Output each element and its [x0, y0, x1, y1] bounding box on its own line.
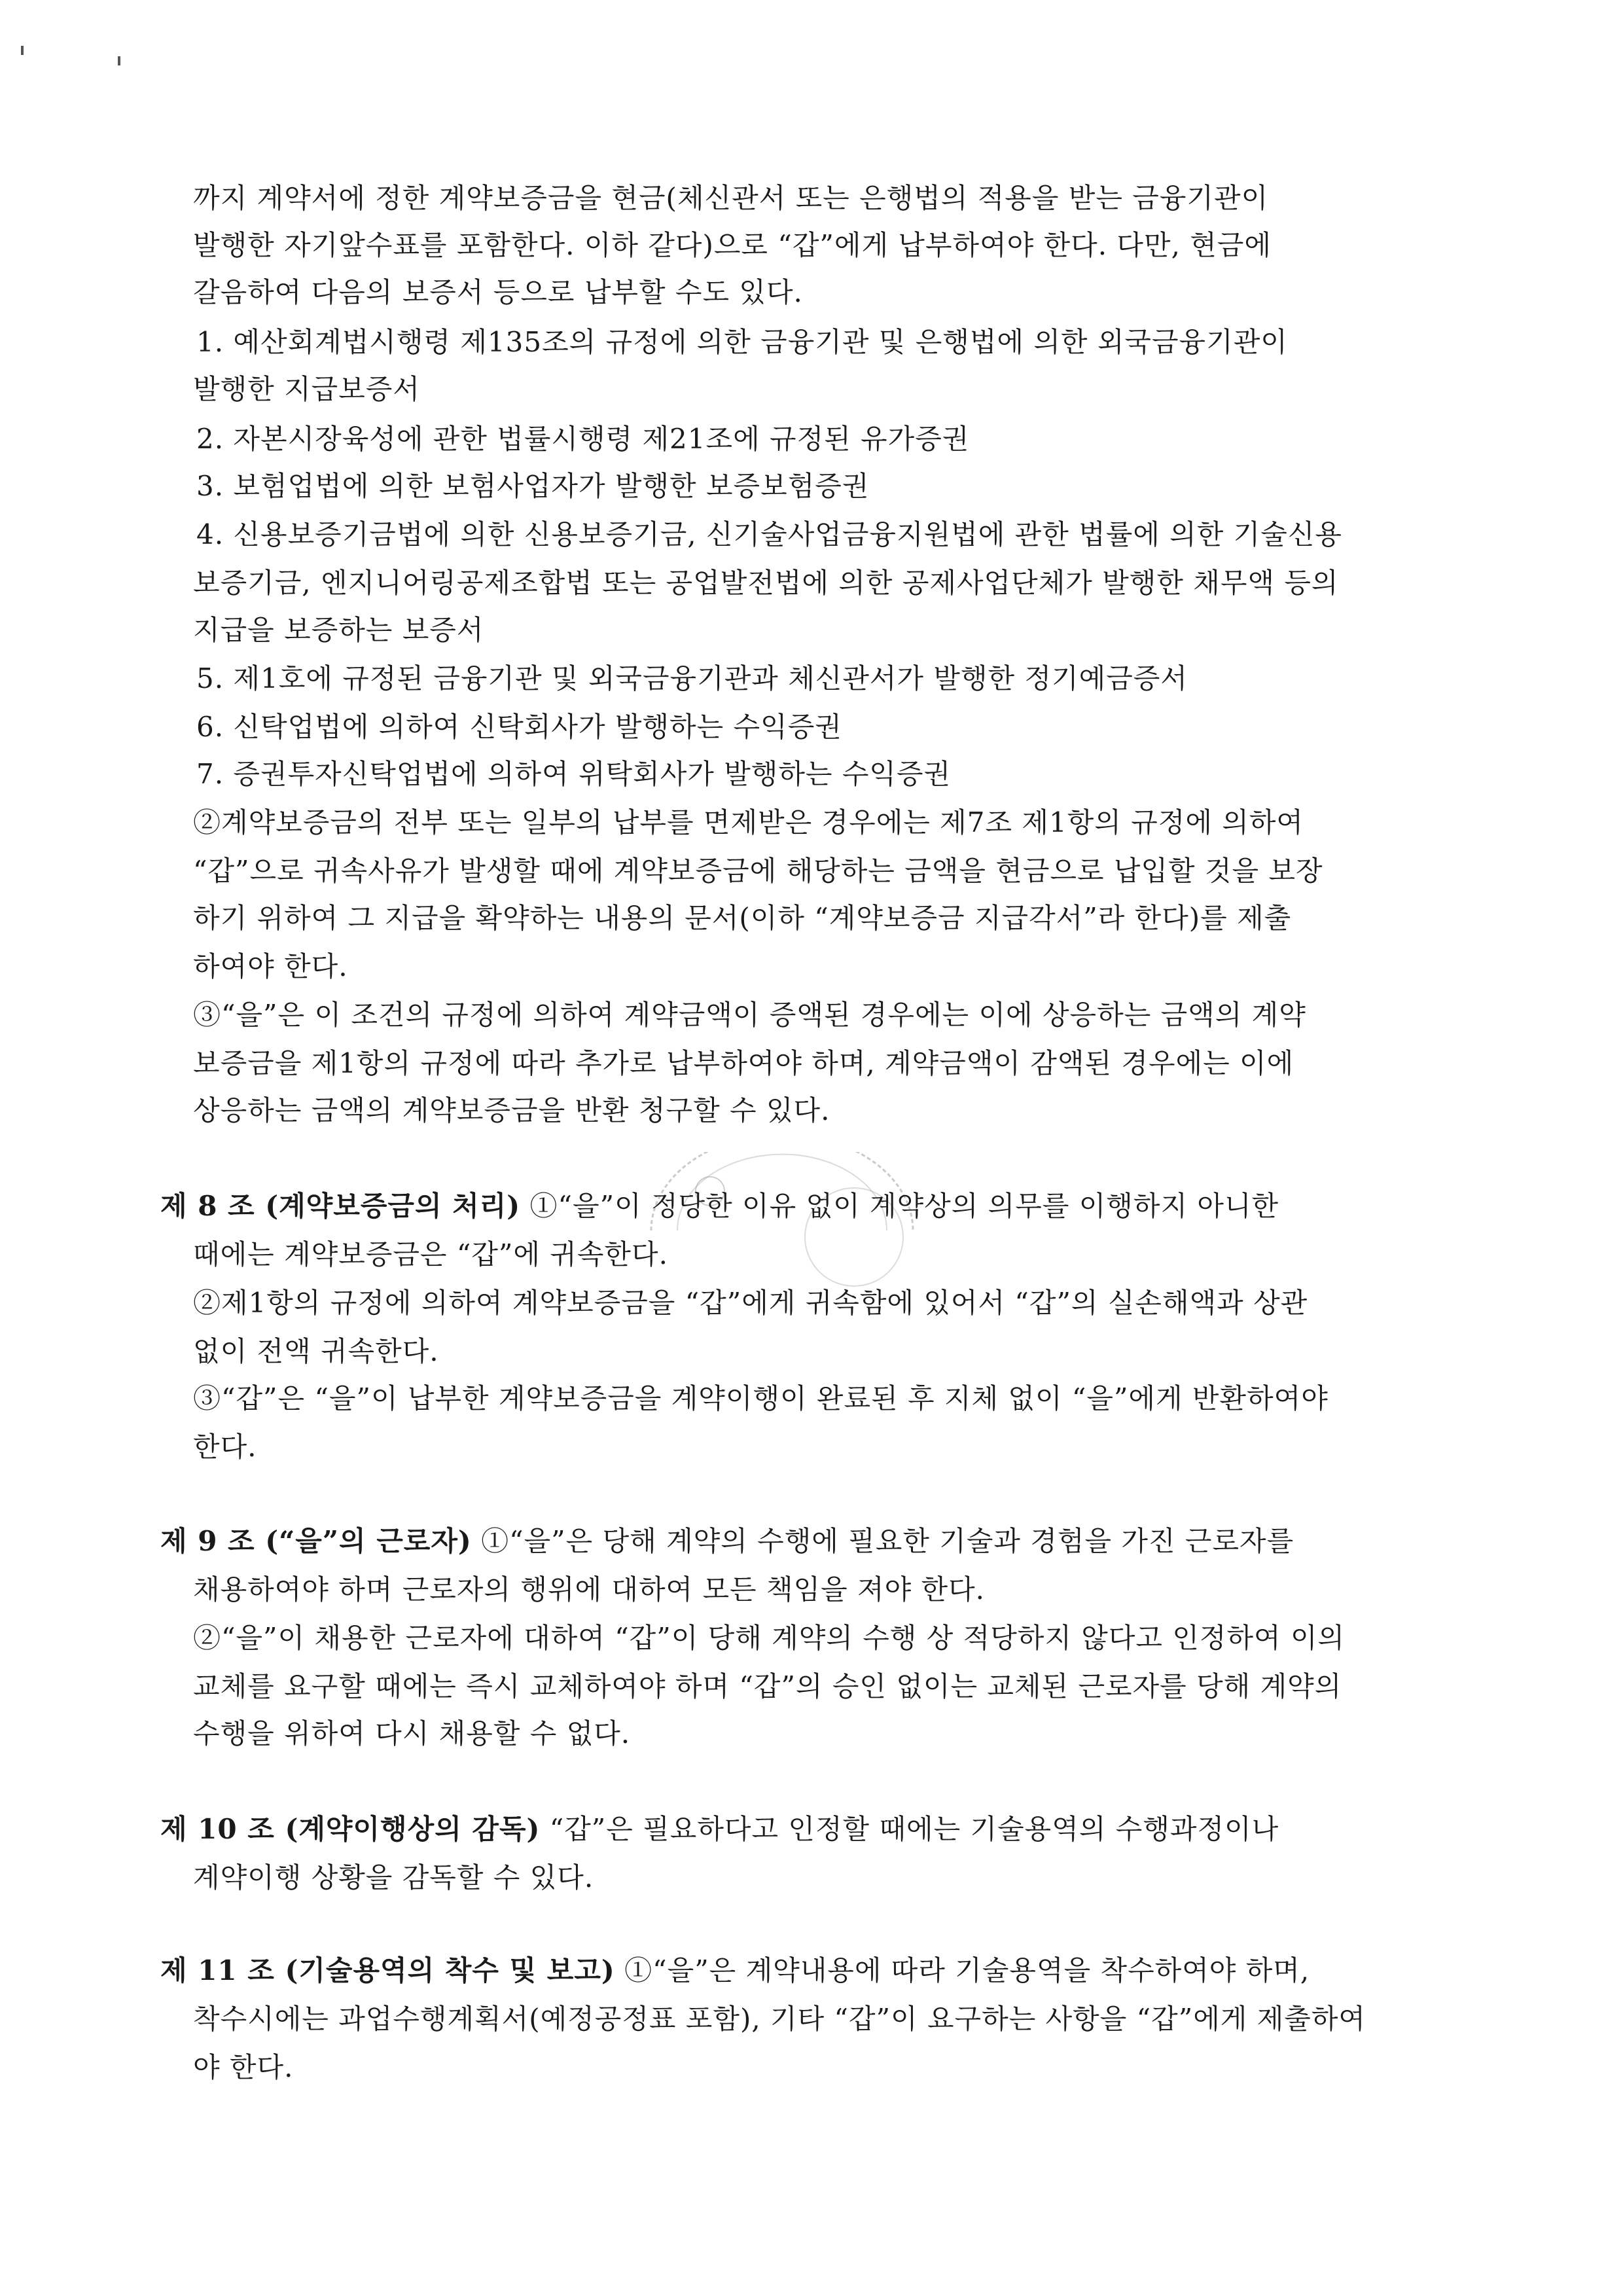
text-line: ③“갑”은 “을”이 납부한 계약보증금을 계약이행이 완료된 후 지체 없이 “을”에게 반환하여야 [193, 1382, 1329, 1414]
article-first-line [160, 1525, 1294, 1558]
text-line: 보증금을 제1항의 규정에 따라 추가로 납부하여야 하며, 계약금액이 감액된 경우에는 이에 [193, 1047, 1294, 1079]
article-heading: 제 8 조 (계약보증금의 처리) [160, 1190, 521, 1222]
text-line: 갈음하여 다음의 보증서 등으로 납부할 수도 있다. [193, 276, 803, 308]
article-heading: 제 10 조 (계약이행상의 감독) [160, 1813, 541, 1845]
text-line: ②“을”이 채용한 근로자에 대하여 “갑”이 당해 계약의 수행 상 적당하지 않다고 인정하여 이의 [193, 1622, 1346, 1654]
list-item-continued: 발행한 지급보증서 [193, 373, 420, 405]
list-item: 7. 증권투자신탁업법에 의하여 위탁회사가 발행하는 수익증권 [196, 758, 952, 790]
text-line: 때에는 계약보증금은 “갑”에 귀속한다. [193, 1238, 668, 1270]
list-item-continued: 지급을 보증하는 보증서 [193, 614, 484, 646]
text-line: 없이 전액 귀속한다. [193, 1335, 439, 1367]
article-text: ①“을”은 당해 계약의 수행에 필요한 기술과 경험을 가진 근로자를 [471, 1525, 1294, 1557]
article-heading: 제 9 조 (“을”의 근로자) [160, 1525, 472, 1557]
list-item: 3. 보험업법에 의한 보험사업자가 발행한 보증보험증권 [196, 470, 870, 502]
text-line: “갑”으로 귀속사유가 발생할 때에 계약보증금에 해당하는 금액을 현금으로 납입할 것을 보장 [193, 855, 1323, 887]
list-item: 2. 자본시장육성에 관한 법률시행령 제21조에 규정된 유가증권 [196, 423, 970, 455]
article-first-line [160, 1954, 1310, 1987]
list-item: 5. 제1호에 규정된 금융기관 및 외국금융기관과 체신관서가 발행한 정기예금증서 [196, 662, 1188, 694]
text-line: 발행한 자기앞수표를 포함한다. 이하 같다)으로 “갑”에게 납부하여야 한다. 다만, 현금에 [193, 229, 1272, 261]
text-line: 수행을 위하여 다시 채용할 수 없다. [193, 1717, 631, 1749]
list-item: 1. 예산회계법시행령 제135조의 규정에 의한 금융기관 및 은행법에 의한 외국금융기관이 [196, 326, 1288, 358]
article-text: “갑”은 필요하다고 인정할 때에는 기술용역의 수행과정이나 [540, 1813, 1279, 1845]
text-line: 채용하여야 하며 근로자의 행위에 대하여 모든 책임을 져야 한다. [193, 1573, 986, 1605]
text-line: ②제1항의 규정에 의하여 계약보증금을 “갑”에게 귀속함에 있어서 “갑”의 실손해액과 상관 [193, 1287, 1308, 1319]
text-line: 까지 계약서에 정한 계약보증금을 현금(체신관서 또는 은행법의 적용을 받는 금융기관이 [193, 182, 1269, 214]
list-item-continued: 보증기금, 엔지니어링공제조합법 또는 공업발전법에 의한 공제사업단체가 발행한 채무액 등의 [193, 567, 1339, 599]
article-text: ①“을”이 정당한 이유 없이 계약상의 의무를 이행하지 아니한 [520, 1190, 1279, 1222]
text-line: 교체를 요구할 때에는 즉시 교체하여야 하며 “갑”의 승인 없이는 교체된 근로자를 당해 계약의 [193, 1670, 1342, 1702]
article-text: ①“을”은 계약내용에 따라 기술용역을 착수하여야 하며, [615, 1954, 1310, 1986]
text-line: ②계약보증금의 전부 또는 일부의 납부를 면제받은 경우에는 제7조 제1항의 규정에 의하여 [193, 806, 1304, 838]
seal-stamp [638, 1152, 926, 1302]
list-item: 6. 신탁업법에 의하여 신탁회사가 발행하는 수익증권 [196, 711, 842, 743]
article-first-line [160, 1190, 1279, 1223]
scan-speck [21, 46, 24, 55]
text-line: 하기 위하여 그 지급을 확약하는 내용의 문서(이하 “계약보증금 지급각서”라 한다)를 제출 [193, 902, 1292, 934]
text-line: 계약이행 상황을 감독할 수 있다. [193, 1861, 594, 1893]
text-line: 한다. [193, 1431, 257, 1463]
article-heading: 제 11 조 (기술용역의 착수 및 보고) [160, 1954, 615, 1986]
list-item: 4. 신용보증기금법에 의한 신용보증기금, 신기술사업금융지원법에 관한 법률에 의한 기술신용 [196, 518, 1342, 550]
article-first-line [160, 1813, 1279, 1846]
text-line: 하여야 한다. [193, 950, 348, 982]
text-line: ③“을”은 이 조건의 규정에 의하여 계약금액이 증액된 경우에는 이에 상응하는 금액의 계약 [193, 999, 1306, 1031]
text-line: 야 한다. [193, 2051, 294, 2083]
text-line: 착수시에는 과업수행계획서(예정공정표 포함), 기타 “갑”이 요구하는 사항을 “갑”에게 제출하여 [193, 2003, 1366, 2035]
scan-speck [118, 56, 120, 65]
text-line: 상응하는 금액의 계약보증금을 반환 청구할 수 있다. [193, 1094, 830, 1126]
